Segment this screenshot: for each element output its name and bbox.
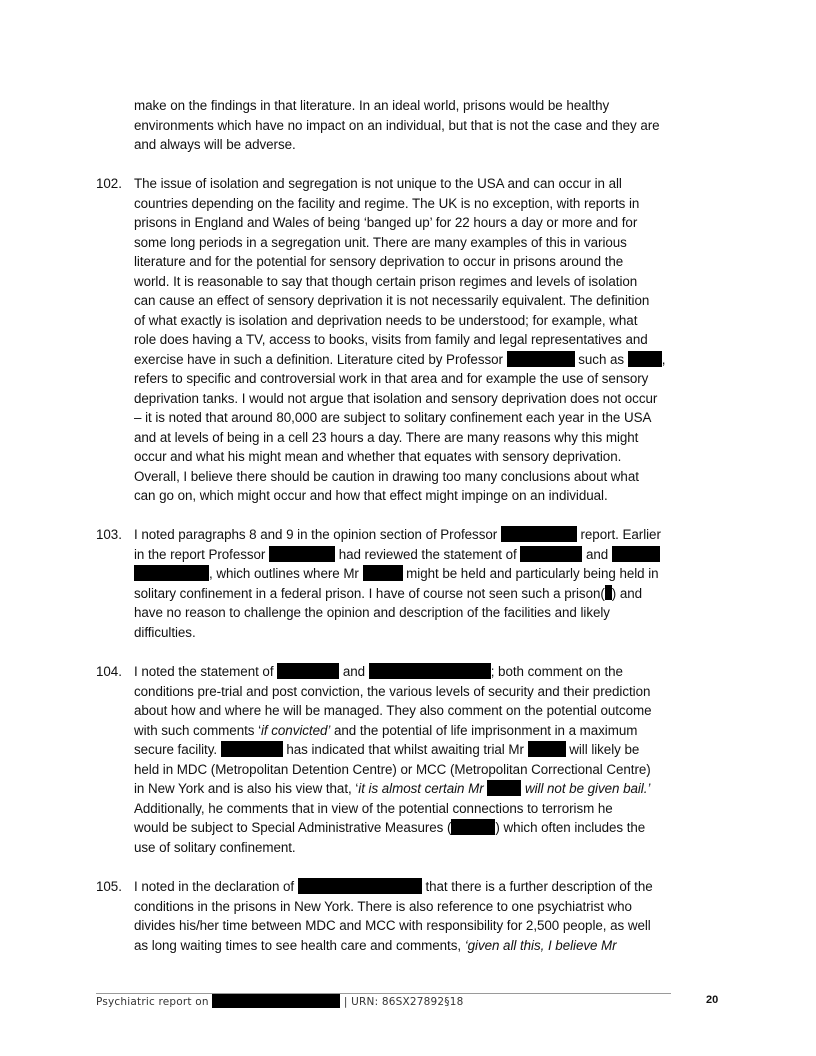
paragraph-line: can cause an effect of sensory deprivation it is not necessarily equivalent. The definition xyxy=(134,293,650,308)
paragraph-104 xyxy=(96,662,724,857)
paragraph-line: literature and for the potential for sensory deprivation to occur in prisons around the xyxy=(134,254,624,269)
paragraph-line: role does having a TV, access to books, visits from family and legal representatives and xyxy=(134,332,648,347)
paragraph-line: Additionally, he comments that in view of the potential connections to terrorism he xyxy=(134,800,613,816)
paragraph-line: – it is noted that around 80,000 are subject to solitary confinement each year in the USA xyxy=(134,410,652,425)
redaction-block xyxy=(369,663,491,679)
line-text: that there is a further description of the xyxy=(425,879,653,894)
line-text: has indicated that whilst awaiting trial Mr xyxy=(286,742,524,757)
line-text: and the potential of life imprisonment in a maximum xyxy=(330,722,638,738)
paragraph-line xyxy=(134,564,724,584)
paragraph-number: 104. xyxy=(96,664,122,679)
paragraph-line xyxy=(134,936,724,956)
line-text: , xyxy=(661,351,666,367)
redaction-block xyxy=(612,546,660,562)
paragraph-105 xyxy=(96,877,724,955)
paragraph-line: held in MDC (Metropolitan Detention Centre) or MCC (Metropolitan Correctional Centre) xyxy=(134,761,651,777)
line-text: I noted the statement of xyxy=(134,664,274,679)
paragraph-line xyxy=(134,779,724,799)
redaction-block xyxy=(451,819,495,835)
line-text: ) which often includes the xyxy=(495,820,646,835)
line-text: solitary confinement in a federal prison. I have of course not seen such a prison( xyxy=(134,585,605,601)
paragraph-line: divides his/her time between MDC and MCC with responsibility for 2,500 people, as well xyxy=(134,918,651,933)
paragraph-102 xyxy=(96,174,724,506)
paragraph-number: 102. xyxy=(96,176,122,191)
paragraph-line: countries depending on the facility and regime. The UK is no exception, with reports in xyxy=(134,195,640,211)
line-text: will likely be xyxy=(569,742,640,757)
paragraph-line xyxy=(134,662,724,682)
redaction-block xyxy=(528,741,566,757)
paragraph-line: can go on, which might occur and how that effect might impinge on an individual. xyxy=(134,488,608,503)
paragraph-line xyxy=(134,740,724,760)
quoted-text: if convicted’ xyxy=(261,722,331,738)
line-text: as long waiting times to see health care and comments, xyxy=(134,937,465,953)
line-text: had reviewed the statement of xyxy=(338,546,517,562)
line-text: would be subject to Special Administrative Measures ( xyxy=(134,820,452,835)
redaction-block xyxy=(507,351,575,367)
line-text: I noted in the declaration of xyxy=(134,879,295,894)
continuation-line: environments which have no impact on an individual, but that is not the case and they are xyxy=(134,117,660,133)
paragraph-line: world. It is reasonable to say that though certain prison regimes and levels of isolation xyxy=(134,273,638,289)
paragraph-line: Overall, I believe there should be caution in drawing too many conclusions about what xyxy=(134,468,639,484)
line-text: in the report Professor xyxy=(134,546,266,562)
paragraph-line xyxy=(134,721,724,741)
paragraph-line: occur and what his might mean and whether that equates with sensory deprivation. xyxy=(134,449,622,464)
paragraph-103 xyxy=(96,525,724,642)
redaction-block xyxy=(363,565,403,581)
redaction-block xyxy=(269,546,335,562)
paragraph-line: The issue of isolation and segregation is not unique to the USA and can occur in all xyxy=(134,176,622,191)
redaction-block xyxy=(628,351,662,367)
paragraph-number: 105. xyxy=(96,879,122,894)
continuation-paragraph xyxy=(96,96,724,155)
redaction-block xyxy=(501,526,577,542)
line-text: I noted paragraphs 8 and 9 in the opinion section of Professor xyxy=(134,527,498,542)
continuation-line: and always will be adverse. xyxy=(134,137,296,152)
paragraph-line xyxy=(134,584,724,604)
paragraph-line: of what exactly is isolation and deprivation needs to be understood; for example, what xyxy=(134,312,638,328)
line-text: such as xyxy=(578,351,625,367)
paragraph-line xyxy=(134,350,724,370)
paragraph-line: some long periods in a segregation unit. There are many examples of this in various xyxy=(134,234,627,250)
line-text: with such comments ‘ xyxy=(134,722,261,738)
line-text: report. Earlier xyxy=(580,527,661,542)
redaction-block xyxy=(298,878,422,894)
redaction-block xyxy=(277,663,339,679)
paragraph-line xyxy=(134,545,724,565)
redaction-block xyxy=(487,780,521,796)
page-number: 20 xyxy=(706,994,719,1006)
paragraph-line: deprivation tanks. I would not argue that isolation and sensory deprivation does not occur xyxy=(134,390,658,406)
line-text: ; both comment on the xyxy=(490,664,623,679)
line-text: in New York and is also his view that, ‘ xyxy=(134,781,359,796)
redaction-block xyxy=(212,994,340,1008)
footer-caption xyxy=(96,994,463,1008)
paragraph-line: and at levels of being in a cell 23 hours a day. There are many reasons why this might xyxy=(134,429,639,445)
paragraph-number: 103. xyxy=(96,527,122,542)
footer-prefix: Psychiatric report on xyxy=(96,996,209,1008)
line-text: , which outlines where Mr xyxy=(209,566,359,581)
paragraph-line: have no reason to challenge the opinion and description of the facilities and likely xyxy=(134,605,610,620)
line-text: might be held and particularly being held in xyxy=(406,566,659,581)
footer-urn: | URN: 86SX27892§18 xyxy=(343,996,464,1008)
redaction-block xyxy=(221,741,283,757)
paragraph-line: conditions in the prisons in New York. There is also reference to one psychiatrist who xyxy=(134,898,632,914)
paragraph-line: use of solitary confinement. xyxy=(134,839,296,855)
line-text: ) and xyxy=(611,585,643,601)
line-text: secure facility. xyxy=(134,742,218,757)
paragraph-line: prisons in England and Wales of being ‘banged up’ for 22 hours a day or more and for xyxy=(134,215,638,230)
quoted-text: ‘given all this, I believe Mr xyxy=(464,937,617,953)
redaction-block xyxy=(134,565,209,581)
quoted-text: it is almost certain Mr xyxy=(358,781,484,796)
line-text: exercise have in such a definition. Literature cited by Professor xyxy=(134,351,503,367)
paragraph-line: refers to specific and controversial work in that area and for example the use of sensory xyxy=(134,371,649,386)
paragraph-line: difficulties. xyxy=(134,624,196,640)
paragraph-line: conditions pre-trial and post conviction, the various levels of security and their prediction xyxy=(134,683,651,699)
paragraph-line xyxy=(134,818,724,838)
redaction-block xyxy=(520,546,582,562)
redaction-block xyxy=(605,585,612,600)
paragraph-line xyxy=(134,877,724,897)
paragraph-line xyxy=(134,525,724,545)
quoted-text: will not be given bail.’ xyxy=(524,781,651,796)
line-text: and xyxy=(342,664,366,679)
line-text: and xyxy=(585,546,609,562)
paragraph-line: about how and where he will be managed. They also comment on the potential outcome xyxy=(134,703,652,718)
continuation-line: make on the findings in that literature. In an ideal world, prisons would be healthy xyxy=(134,98,610,113)
